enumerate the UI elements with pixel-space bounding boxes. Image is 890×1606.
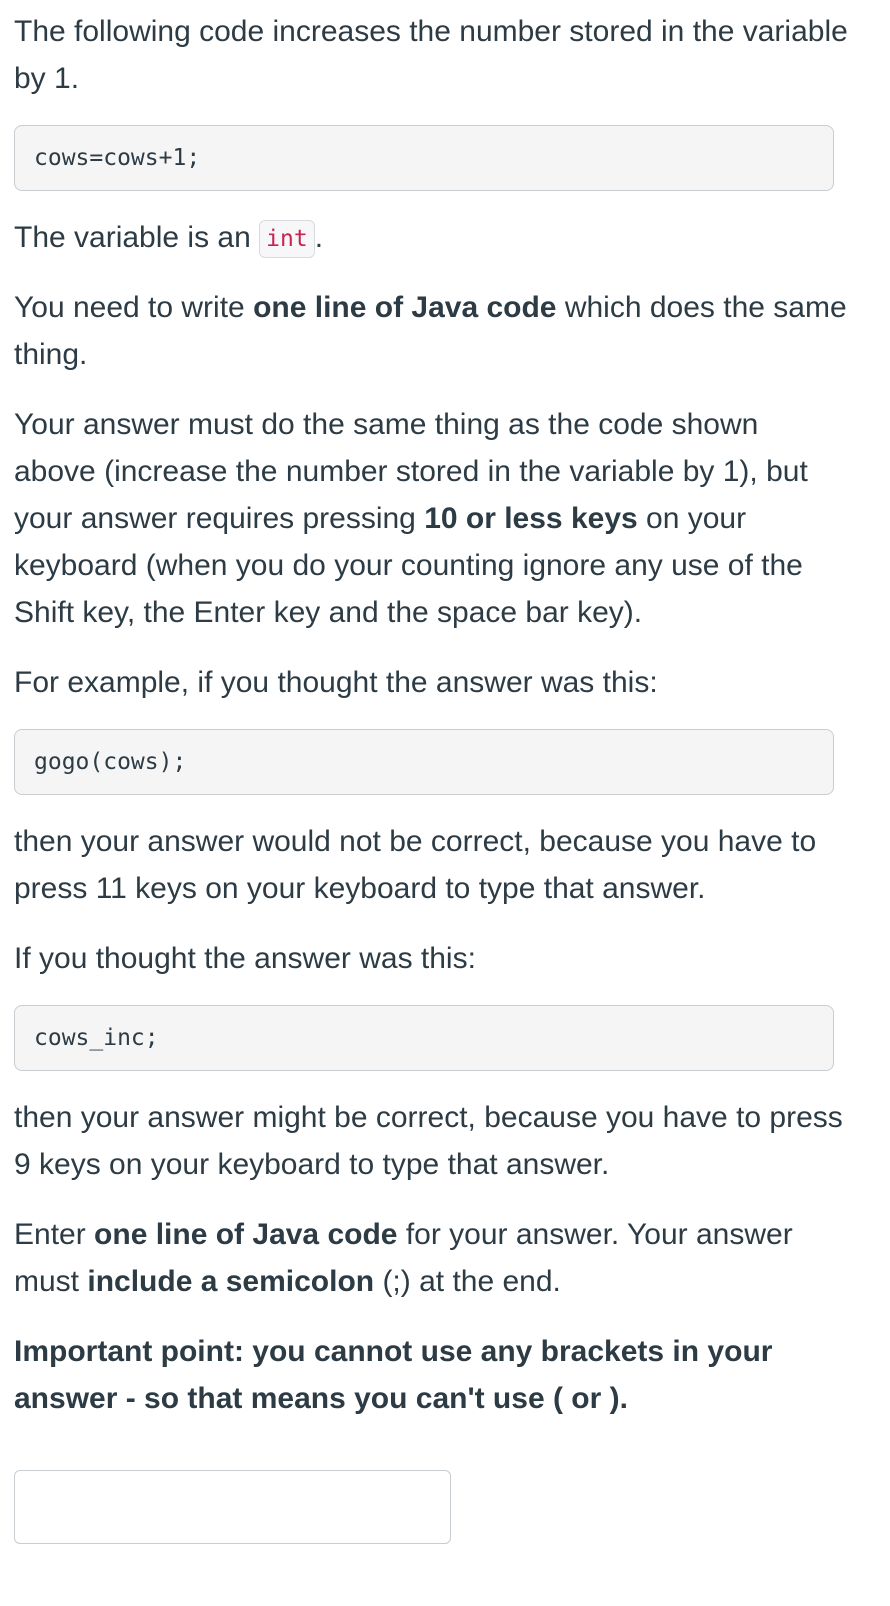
variable-type-prefix: The variable is an [14,221,260,254]
example1-result: then your answer would not be correct, because you have to press 11 keys on your keyboard to type that answer. [14,825,817,905]
code-block-example2: cows_inc; [14,1005,834,1071]
instruction-bold2: include a semicolon [87,1265,375,1298]
instruction-part2: for your answer. Your answer must [14,1218,793,1298]
inline-code-int: int [259,220,315,258]
example2-intro: If you thought the answer was this: [14,942,476,975]
instruction-bold1: one line of Java code [94,1218,398,1251]
code-block-original: cows=cows+1; [14,125,834,191]
task-text-part2: which does the same thing. [14,291,847,371]
requirement-text-bold: 10 or less keys [424,502,638,535]
task-text [14,284,848,378]
variable-type-suffix: . [314,221,324,254]
answer-input[interactable] [14,1470,451,1544]
example2-result: then your answer might be correct, because you have to press 9 keys on your keyboard to type that answer. [14,1101,843,1181]
task-text-bold: one line of Java code [253,291,557,324]
code-block-example1: gogo(cows); [14,729,834,795]
instruction-part3: (;) at the end. [374,1265,561,1298]
variable-type-text [14,214,848,261]
task-text-part1: You need to write [14,291,254,324]
example1-intro: For example, if you thought the answer was this: [14,666,658,699]
instruction-text [14,1211,848,1305]
important-note [14,1328,848,1422]
requirement-text [14,401,848,636]
intro-text: The following code increases the number stored in the variable by 1. [14,15,848,95]
requirement-text-part1: Your answer must do the same thing as the code shown above (increase the number stored in the variable by 1), but your answer requires pressing [14,408,808,535]
important-note-bold: Important point: you cannot use any brackets in your answer - so that means you can't use ( or ). [14,1335,773,1415]
instruction-part1: Enter [14,1218,95,1251]
requirement-text-part2: on your keyboard (when you do your counting ignore any use of the Shift key, the Enter key and the space bar key). [14,502,803,629]
